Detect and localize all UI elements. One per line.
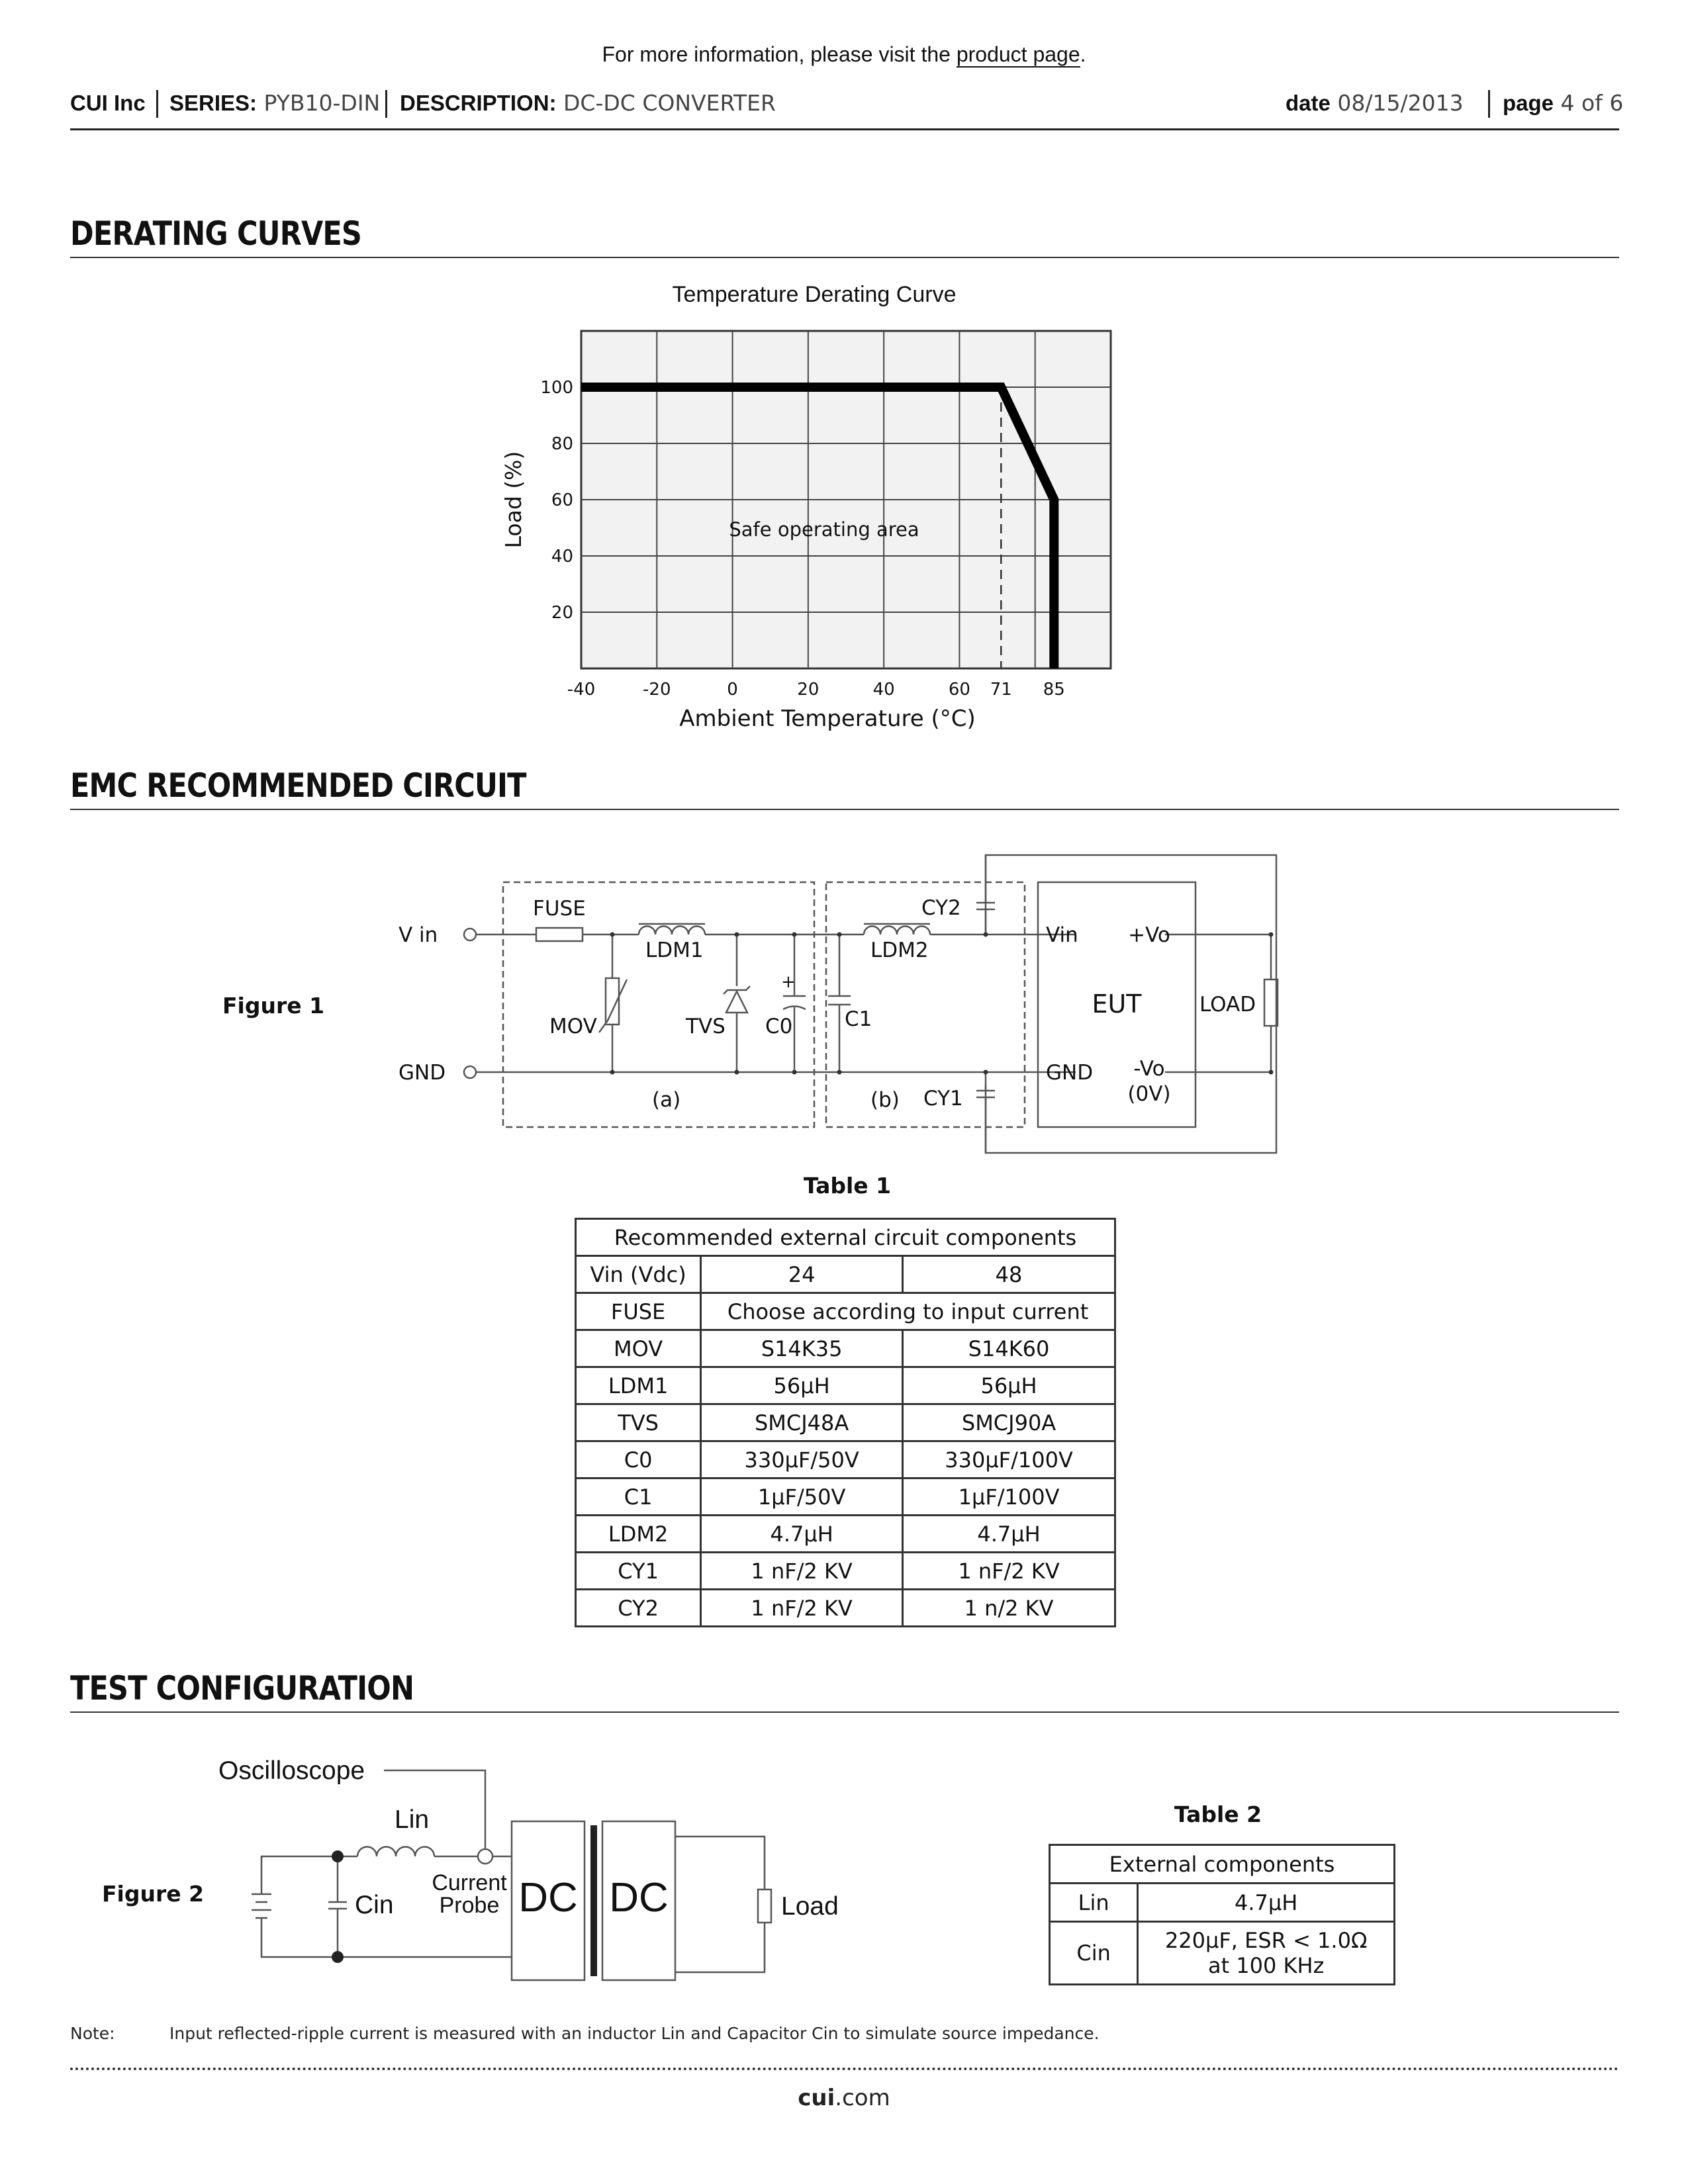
- derating-chart: [463, 278, 1192, 741]
- series-label: SERIES:: [169, 91, 258, 115]
- junction-dot: [332, 1850, 344, 1862]
- eut-label: EUT: [1092, 989, 1142, 1019]
- page-label: page: [1503, 91, 1554, 115]
- c0-label: C0: [765, 1015, 793, 1038]
- fuse-symbol: [536, 928, 583, 941]
- description-value: DC-DC CONVERTER: [563, 90, 776, 116]
- page-header: [70, 89, 1624, 130]
- y-tick-label: 40: [551, 547, 573, 567]
- section-emc-circuit: EMC RECOMMENDED CIRCUIT: [70, 765, 1619, 810]
- y-axis-label: Load (%): [500, 451, 526, 549]
- mov-label: MOV: [549, 1015, 597, 1038]
- date-label: date: [1286, 91, 1331, 115]
- footer-divider: [70, 2068, 1619, 2070]
- product-page-notice: For more information, please visit the product page.: [602, 42, 1086, 66]
- figure-1-label: Figure 1: [222, 993, 325, 1019]
- cy2-label: CY2: [921, 896, 961, 920]
- table-row: MOV S14K35 S14K60: [576, 1330, 1115, 1367]
- block-a-label: (a): [652, 1088, 681, 1112]
- test-configuration-diagram: [199, 1747, 887, 1999]
- block-b-label: (b): [870, 1088, 900, 1112]
- isolation-barrier: [590, 1825, 597, 1976]
- dc-output-label: DC: [609, 1875, 669, 1921]
- load-symbol: [758, 1889, 771, 1923]
- table-1-title: Recommended external circuit components: [576, 1219, 1115, 1256]
- load-label: LOAD: [1199, 993, 1256, 1017]
- oscilloscope-label: Oscilloscope: [218, 1756, 365, 1785]
- company-name: CUI Inc: [70, 91, 146, 115]
- table-row: LDM2 4.7μH 4.7μH: [576, 1516, 1115, 1553]
- table-row: Cin 220μF, ESR < 1.0Ω at 100 KHz: [1050, 1922, 1395, 1985]
- y-tick-label: 80: [551, 434, 573, 454]
- ldm2-label: LDM2: [870, 938, 929, 962]
- figure-2-label: Figure 2: [102, 1881, 205, 1907]
- eut-gnd-label: GND: [1046, 1061, 1094, 1085]
- table-1-components: [575, 1218, 1116, 1627]
- footer-website[interactable]: cui.com: [798, 2085, 890, 2111]
- table-2-components: [1049, 1844, 1395, 1985]
- junction-dot: [332, 1951, 344, 1963]
- eut-minus-vo-label: -Vo: [1133, 1057, 1165, 1081]
- section-test-configuration: TEST CONFIGURATION: [70, 1668, 1619, 1713]
- y-tick-label: 100: [540, 378, 573, 398]
- section-derating-curves: DERATING CURVES: [70, 213, 1619, 258]
- table-2-caption: Table 2: [1174, 1801, 1262, 1827]
- series-value: PYB10-DIN: [263, 90, 381, 116]
- table-row: TVS SMCJ48A SMCJ90A: [576, 1404, 1115, 1441]
- current-label: Current: [432, 1870, 507, 1895]
- safe-operating-area-label: Safe operating area: [729, 518, 919, 541]
- table-row: CY2 1 nF/2 KV 1 n/2 KV: [576, 1590, 1115, 1627]
- fuse-label: FUSE: [533, 897, 586, 921]
- page-value: 4 of 6: [1560, 90, 1624, 116]
- lin-label: Lin: [395, 1805, 430, 1834]
- x-tick-label: 71: [990, 680, 1012, 700]
- product-page-link[interactable]: product page: [956, 42, 1080, 66]
- y-tick-label: 20: [551, 603, 573, 623]
- table-2-title: External components: [1050, 1845, 1395, 1884]
- dc-input-label: DC: [518, 1875, 578, 1921]
- ldm1-label: LDM1: [645, 938, 704, 962]
- chart-title: Temperature Derating Curve: [672, 282, 957, 307]
- x-tick-label: 20: [797, 680, 820, 700]
- y-tick-label: 60: [551, 490, 573, 510]
- cin-label: Cin: [355, 1891, 394, 1919]
- x-tick-label: -40: [567, 680, 596, 700]
- eut-0v-label: (0V): [1127, 1082, 1171, 1106]
- vin-terminal: [464, 929, 476, 940]
- x-tick-label: -20: [643, 680, 671, 700]
- load-label: Load: [781, 1892, 839, 1921]
- cy1-label: CY1: [923, 1087, 963, 1111]
- gnd-terminal: [464, 1066, 476, 1078]
- ldm1-inductor: [639, 927, 705, 935]
- eut-vin-label: Vin: [1046, 923, 1078, 947]
- probe-label: Probe: [439, 1893, 500, 1918]
- x-tick-label: 85: [1043, 680, 1065, 700]
- table-row: C1 1μF/50V 1μF/100V: [576, 1479, 1115, 1516]
- note-label: Note:: [70, 2024, 115, 2043]
- lin-inductor: [357, 1847, 434, 1857]
- c1-label: C1: [845, 1007, 872, 1031]
- tvs-diode: [726, 991, 747, 1013]
- y-tick-labels: [540, 378, 573, 623]
- x-tick-labels: [567, 680, 1065, 700]
- table-row: Lin 4.7μH: [1050, 1884, 1395, 1922]
- emc-circuit-diagram: [384, 847, 1324, 1165]
- table-row: FUSE Choose according to input current: [576, 1293, 1115, 1330]
- description-label: DESCRIPTION:: [400, 91, 557, 115]
- table-row: C0 330μF/50V 330μF/100V: [576, 1441, 1115, 1479]
- ldm2-inductor: [864, 927, 930, 935]
- x-tick-label: 40: [872, 680, 895, 700]
- current-probe-symbol: [478, 1849, 492, 1864]
- date-value: 08/15/2013: [1337, 90, 1464, 116]
- x-axis-label: Ambient Temperature (°C): [679, 705, 976, 732]
- gnd-label: GND: [399, 1061, 446, 1085]
- table-row: Vin (Vdc) 24 48: [576, 1256, 1115, 1293]
- c0-polarity-mark: +: [781, 972, 796, 992]
- table-row: LDM1 56μH 56μH: [576, 1367, 1115, 1404]
- vin-label: V in: [399, 923, 438, 947]
- x-tick-label: 60: [948, 680, 970, 700]
- eut-plus-vo-label: +Vo: [1128, 923, 1170, 947]
- x-tick-label: 0: [727, 680, 738, 700]
- tvs-label: TVS: [686, 1015, 726, 1038]
- table-row: CY1 1 nF/2 KV 1 nF/2 KV: [576, 1553, 1115, 1590]
- table-1-caption: Table 1: [803, 1173, 892, 1199]
- note-text: Input reflected-ripple current is measured with an inductor Lin and Capacitor Cin to simulate source impedance.: [169, 2024, 1100, 2043]
